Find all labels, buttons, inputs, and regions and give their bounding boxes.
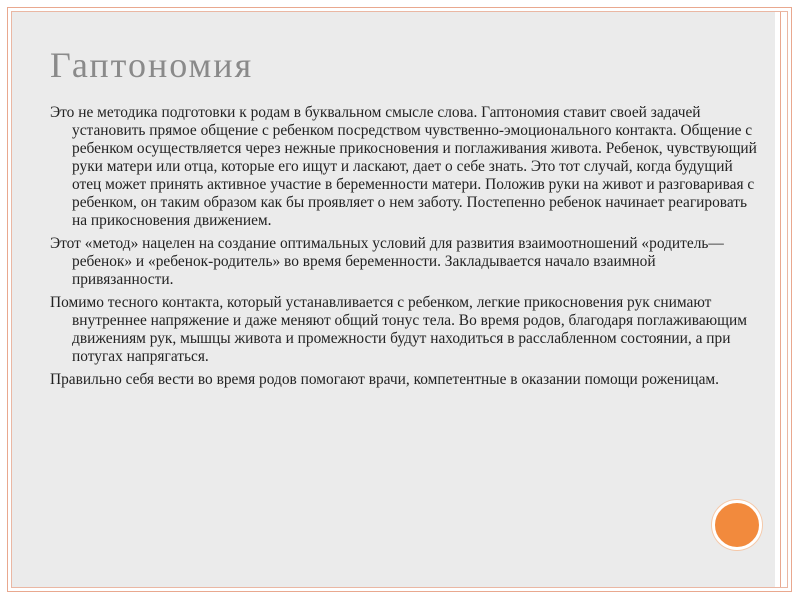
paragraph-4: Правильно себя вести во время родов помогают врачи, компетентные в оказании помощи роженицам. <box>50 371 720 388</box>
paragraph-2: Этот «метод» нацелен на создание оптимальных условий для развития взаимоотношений «родитель—ребенок» и «ребенок-родитель» во время беременности. Закладывается начало взаимной привязанности. <box>50 235 724 288</box>
slide-title: Гаптономия <box>50 45 254 85</box>
slide-body <box>50 104 760 394</box>
paragraph-3: Помимо тесного контакта, который устанавливается с ребенком, легкие прикосновения рук снимают внутреннее напряжение и даже меняют общий тонус тела. Во время родов, благодаря поглаживающим движениям рук, мышцы живота и промежности будут находиться в расслабленном состоянии, а при потугах напрягаться. <box>50 294 747 365</box>
accent-circle <box>712 500 762 550</box>
side-rail-line <box>780 12 781 587</box>
paragraph-1: Это не методика подготовки к родам в буквальном смысле слова. Гаптономия ставит своей задачей установить прямое общение с ребенком посредством чувственно-эмоционального контакта. Общение с ребенком осуществляется через нежные прикосновения и поглаживания живота. Ребенок, чувствующий руки матери или отца, которые его ищут и ласкают, дает о себе знать. Это тот случай, когда будущий отец может принять активное участие в беременности матери. Положив руки на живот и разговаривая с ребенком, он таким образом как бы проявляет о нем заботу. Постепенно ребенок начинает реагировать на прикосновения движением. <box>50 104 757 229</box>
side-rail <box>775 12 787 587</box>
